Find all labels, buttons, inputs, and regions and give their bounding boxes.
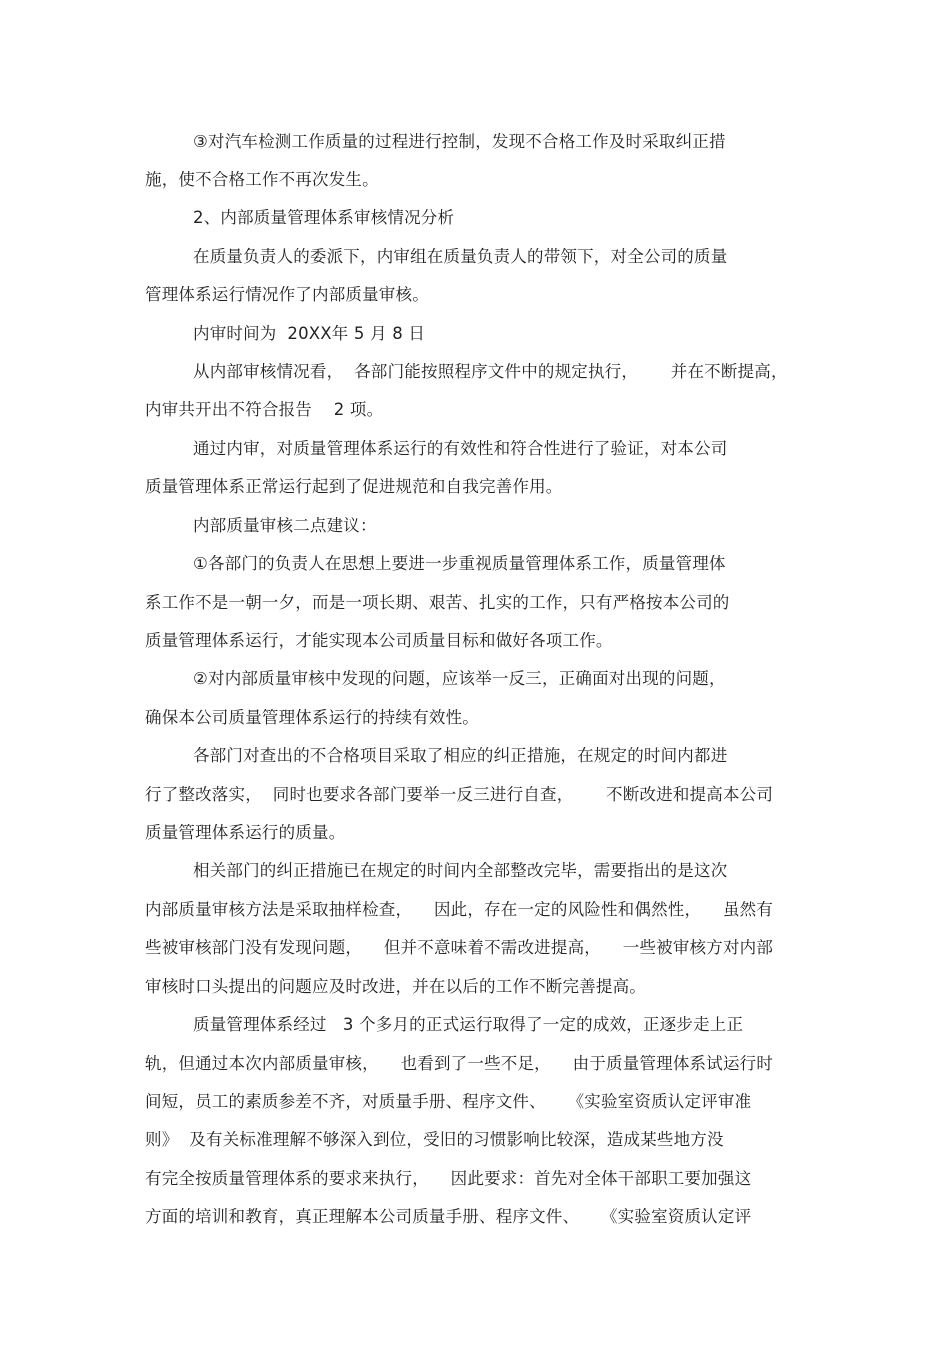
paragraph-line: 系工作不是一朝一夕，而是一项长期、艰苦、扎实的工作，只有严格按本公司的 [145,593,730,612]
paragraph-line: 有完全按质量管理体系的要求来执行， 因此要求：首先对全体干部职工要加强这 [145,1169,752,1188]
paragraph-line: 各部门对查出的不合格项目采取了相应的纠正措施，在规定的时间内都进 [193,746,728,765]
paragraph-line: 行了整改落实， 同时也要求各部门要举一反三进行自查， 不断改进和提高本公司 [145,785,774,804]
paragraph-line: 从内部审核情况看， 各部门能按照程序文件中的规定执行， 并在不断提高， [193,362,788,381]
paragraph-line: 相关部门的纠正措施已在规定的时间内全部整改完毕，需要指出的是这次 [193,861,728,880]
paragraph-line: 间短，员工的素质参差不齐，对质量手册、程序文件、 《实验室资质认定评审准 [145,1092,752,1111]
paragraph-line: 质量管理体系运行，才能实现本公司质量目标和做好各项工作。 [145,631,613,650]
paragraph-line: 质量管理体系经过 3 个多月的正式运行取得了一定的成效，正逐步走上正 [193,1015,744,1034]
paragraph-line: 通过内审，对质量管理体系运行的有效性和符合性进行了验证，对本公司 [193,439,728,458]
paragraph-line: 审核时口头提出的问题应及时改进，并在以后的工作不断完善提高。 [145,977,646,996]
paragraph-line: 施，使不合格工作不再次发生。 [145,170,379,189]
paragraph-line: 质量管理体系运行的质量。 [145,823,346,842]
section-heading: 2、内部质量管理体系审核情况分析 [193,208,455,227]
paragraph-line: 方面的培训和教育，真正理解本公司质量手册、程序文件、 《实验室资质认定评 [145,1207,752,1226]
paragraph-line: 内审共开出不符合报告 2 项。 [145,400,384,419]
paragraph-line: ②对内部质量审核中发现的问题，应该举一反三，正确面对出现的问题， [193,669,726,688]
paragraph-line: 在质量负责人的委派下，内审组在质量负责人的带领下，对全公司的质量 [193,247,728,266]
paragraph-line: ①各部门的负责人在思想上要进一步重视质量管理体系工作，质量管理体 [193,554,726,573]
paragraph-line: ③对汽车检测工作质量的过程进行控制，发现不合格工作及时采取纠正措 [193,132,726,151]
paragraph-line: 确保本公司质量管理体系运行的持续有效性。 [145,708,479,727]
paragraph-line: 质量管理体系正常运行起到了促进规范和自我完善作用。 [145,477,563,496]
paragraph-line: 内部质量审核方法是采取抽样检查， 因此，存在一定的风险性和偶然性， 虽然有 [145,900,774,919]
paragraph-line: 些被审核部门没有发现问题， 但并不意味着不需改进提高， 一些被审核方对内部 [145,938,774,957]
paragraph-line: 内部质量审核二点建议： [193,516,377,535]
paragraph-line: 管理体系运行情况作了内部质量审核。 [145,285,429,304]
paragraph-line: 轨，但通过本次内部质量审核， 也看到了一些不足， 由于质量管理体系试运行时 [145,1054,774,1073]
paragraph-line: 则》 及有关标准理解不够深入到位，受旧的习惯影响比较深，造成某些地方没 [145,1130,724,1149]
paragraph-line: 内审时间为 20XX年 5 月 8 日 [193,324,426,343]
